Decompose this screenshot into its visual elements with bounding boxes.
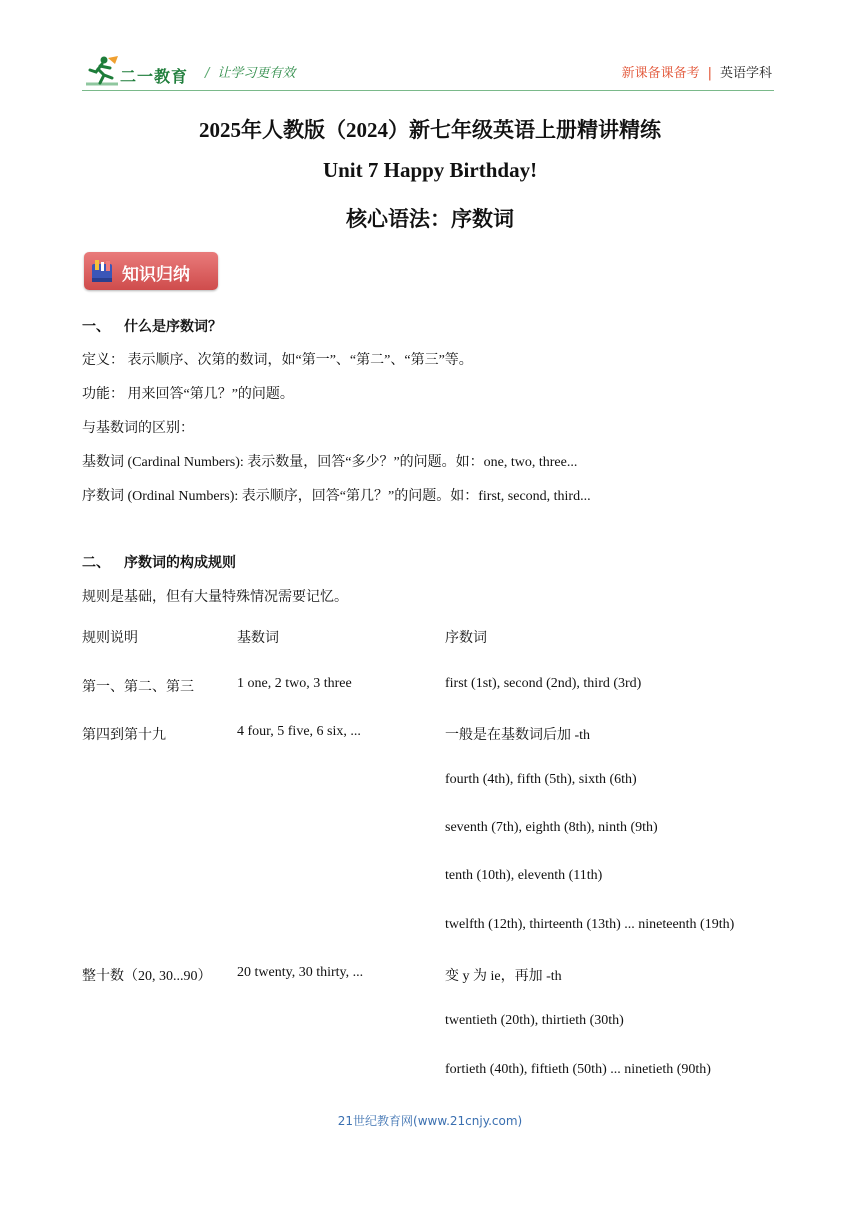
section1-title: 什么是序数词？ (124, 320, 222, 335)
slogan (205, 62, 295, 81)
section1-number: 一、 (82, 320, 110, 335)
table-header-cell: 规则说明 (82, 631, 138, 646)
table-cell: 第一、第二、第三 (82, 680, 194, 695)
cardinal-line: 基数词 (Cardinal Numbers): 表示数量，回答“多少？”的问题。如：one, two, three... (82, 455, 578, 470)
slogan-slash-icon: / (205, 66, 210, 81)
table-cell: 一般是在基数词后加 -th (445, 728, 591, 743)
knowledge-badge (84, 252, 218, 290)
table-cell: 1 one, 2 two, 3 three (237, 676, 352, 691)
table-cell: seventh (7th), eighth (8th), ninth (9th) (445, 820, 658, 835)
definition-line: 定义： 表示顺序、次第的数词，如“第一”、“第二”、“第三”等。 (82, 353, 473, 368)
header-right (622, 62, 772, 81)
page-footer: 21世纪教育网(www.21cnjy.com) (337, 1114, 523, 1128)
difference-line: 与基数词的区别： (82, 421, 194, 436)
table-cell: 4 four, 5 five, 6 six, ... (237, 724, 361, 739)
ordinal-line: 序数词 (Ordinal Numbers): 表示顺序，回答“第几？”的问题。如：first, second, third... (82, 489, 591, 504)
page-header (0, 0, 860, 100)
table-cell: 20 twenty, 30 thirty, ... (237, 965, 364, 980)
header-tagline: 新课备课备考 (621, 66, 700, 81)
section2-intro: 规则是基础，但有大量特殊情况需要记忆。 (82, 590, 348, 605)
header-subject: 英语学科 (719, 66, 772, 81)
table-cell: twelfth (12th), thirteenth (13th) ... nineteenth (19th) (445, 917, 735, 932)
topic-title: 核心语法：序数词 (346, 207, 514, 231)
table-cell: tenth (10th), eleventh (11th) (445, 868, 603, 883)
table-cell: fortieth (40th), fiftieth (50th) ... ninetieth (90th) (445, 1062, 711, 1077)
book-icon (90, 258, 114, 284)
header-divider (82, 90, 774, 91)
section2-heading (82, 552, 236, 572)
header-separator: | (707, 66, 712, 81)
table-header-cell: 序数词 (445, 631, 487, 646)
table-cell: 变 y 为 ie，再加 -th (445, 969, 562, 984)
logo (82, 54, 192, 90)
section1-heading (82, 316, 222, 336)
function-line: 功能： 用来回答“第几？”的问题。 (82, 387, 294, 402)
table-cell: twentieth (20th), thirtieth (30th) (445, 1013, 624, 1028)
table-cell: first (1st), second (2nd), third (3rd) (445, 676, 642, 691)
table-cell: 第四到第十九 (82, 728, 166, 743)
badge-label: 知识归纳 (122, 265, 190, 285)
doc-title: 2025年人教版（2024）新七年级英语上册精讲精练 (199, 118, 661, 142)
table-header-cell: 基数词 (237, 631, 279, 646)
section2-title: 序数词的构成规则 (124, 556, 236, 571)
table-cell: fourth (4th), fifth (5th), sixth (6th) (445, 772, 637, 787)
section2-number: 二、 (82, 556, 110, 571)
unit-title: Unit 7 Happy Birthday! (322, 158, 538, 182)
slogan-text: 让学习更有效 (217, 66, 296, 81)
runner-logo-icon (82, 54, 122, 88)
table-cell: 整十数（20, 30...90） (82, 969, 212, 984)
logo-text: 二一教育 (120, 67, 189, 86)
